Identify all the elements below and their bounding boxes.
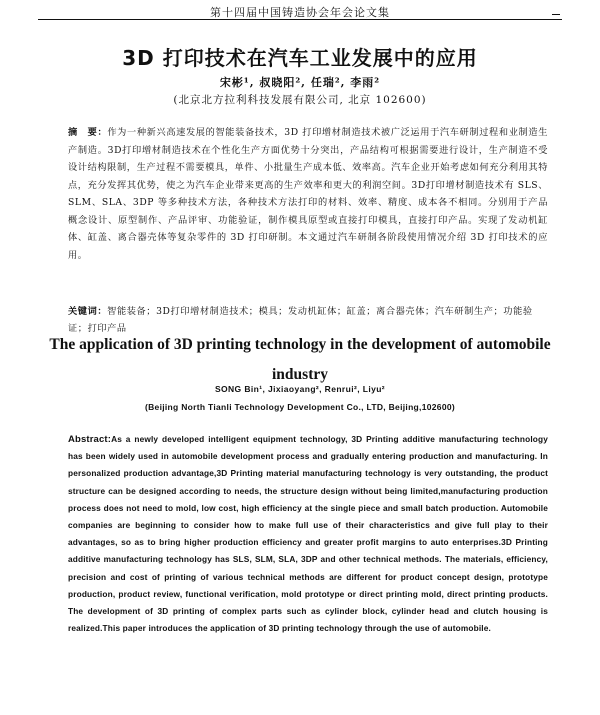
keywords-label-cn: 关键词： xyxy=(68,306,108,317)
conference-title: 第十四届中国铸造协会年会论文集 xyxy=(210,6,390,19)
paper-title-en: The application of 3D printing technology in the development of automobile industry xyxy=(49,336,551,383)
affiliation-en: (Beijing North Tianli Technology Development Co., LTD, Beijing,102600) xyxy=(144,402,456,412)
abstract-label-en: Abstract: xyxy=(68,434,112,445)
keywords-text-cn: 智能装备；3D打印增材制造技术；模具；发动机缸体；缸盖；离合器壳体；汽车研制生产；功能验证；打印产品 xyxy=(68,306,533,334)
authors-en: SONG Bin¹, Jixiaoyang², Renrui², Liyu² xyxy=(214,384,386,394)
authors-cn: 宋彬¹, 叔晓阳², 任瑞², 李雨² xyxy=(219,76,381,89)
header-mark xyxy=(552,14,560,15)
header-rule xyxy=(38,19,562,20)
abstract-cn xyxy=(68,124,548,264)
page-header xyxy=(0,0,600,22)
paper-title-cn: 3D 打印技术在汽车工业发展中的应用 xyxy=(122,46,478,70)
abstract-text-cn: 作为一种新兴高速发展的智能装备技术，3D 打印增材制造技术被广泛运用于汽车研制过程和业制造生产制造。3D打印增材制造技术在个性化生产方面优势十分突出，产品结构可根据需要进行设计，生产制造不受设计结构限制，生产过程不需要模具，单件、小批量生产成本低、效率高。汽车企业开始考虑如何充分利用其特点，充分发挥其优势，使之为汽车企业带来更高的生产效率和更大的利润空间。3D打印增材制造技术有 SLS、SLM、SLA、3DP 等多种技术方法，各种技术方法打印的材料、效率、精度、成本各不相同。分别用于产品概念设计、原型制作、产品评审、功能验证，制作模具原型或直接打印模具，直接打印产品。实现了发动机缸体、缸盖、离合器壳体等复杂零件的 3D 打印研制。本文通过汽车研制各阶段使用情况介绍 3D 打印技术的应用。 xyxy=(68,127,548,261)
abstract-text-en: As a newly developed intelligent equipment technology, 3D Printing additive manufacturing technology has been widely used in automobile development process and gradually entering production and manufacturing. In personalized production advantage,3D Printing material manufacturing technology is very outstanding, the product structure can be designed according to needs, the structure design without being limited,manufacturing production process does not need to mold, low cost, high efficiency at the single piece and small batch production. Automobile companies are beginning to consider how to make full use of their characteristics and give full play to their advantages, so as to bring higher production efficiency and greater profit margins to auto enterprises.3D Printing additive manufacturing technology has SLS, SLM, SLA, 3DP and other technical methods. The materials, efficiency, precision and cost of printing of various technical methods are different for product concept design, prototype production, product review, functional verification, mold prototype or direct printing mold, direct printing products. The development of 3D printing of complex parts such as cylinder block, cylinder head and clutch housing is realized.This paper introduces the application of 3D printing technology through the use of automobile. xyxy=(68,434,548,634)
affiliation-cn: (北京北方拉利科技发展有限公司, 北京 102600) xyxy=(173,94,427,106)
abstract-en xyxy=(68,431,548,637)
abstract-label-cn: 摘 要： xyxy=(68,127,108,138)
